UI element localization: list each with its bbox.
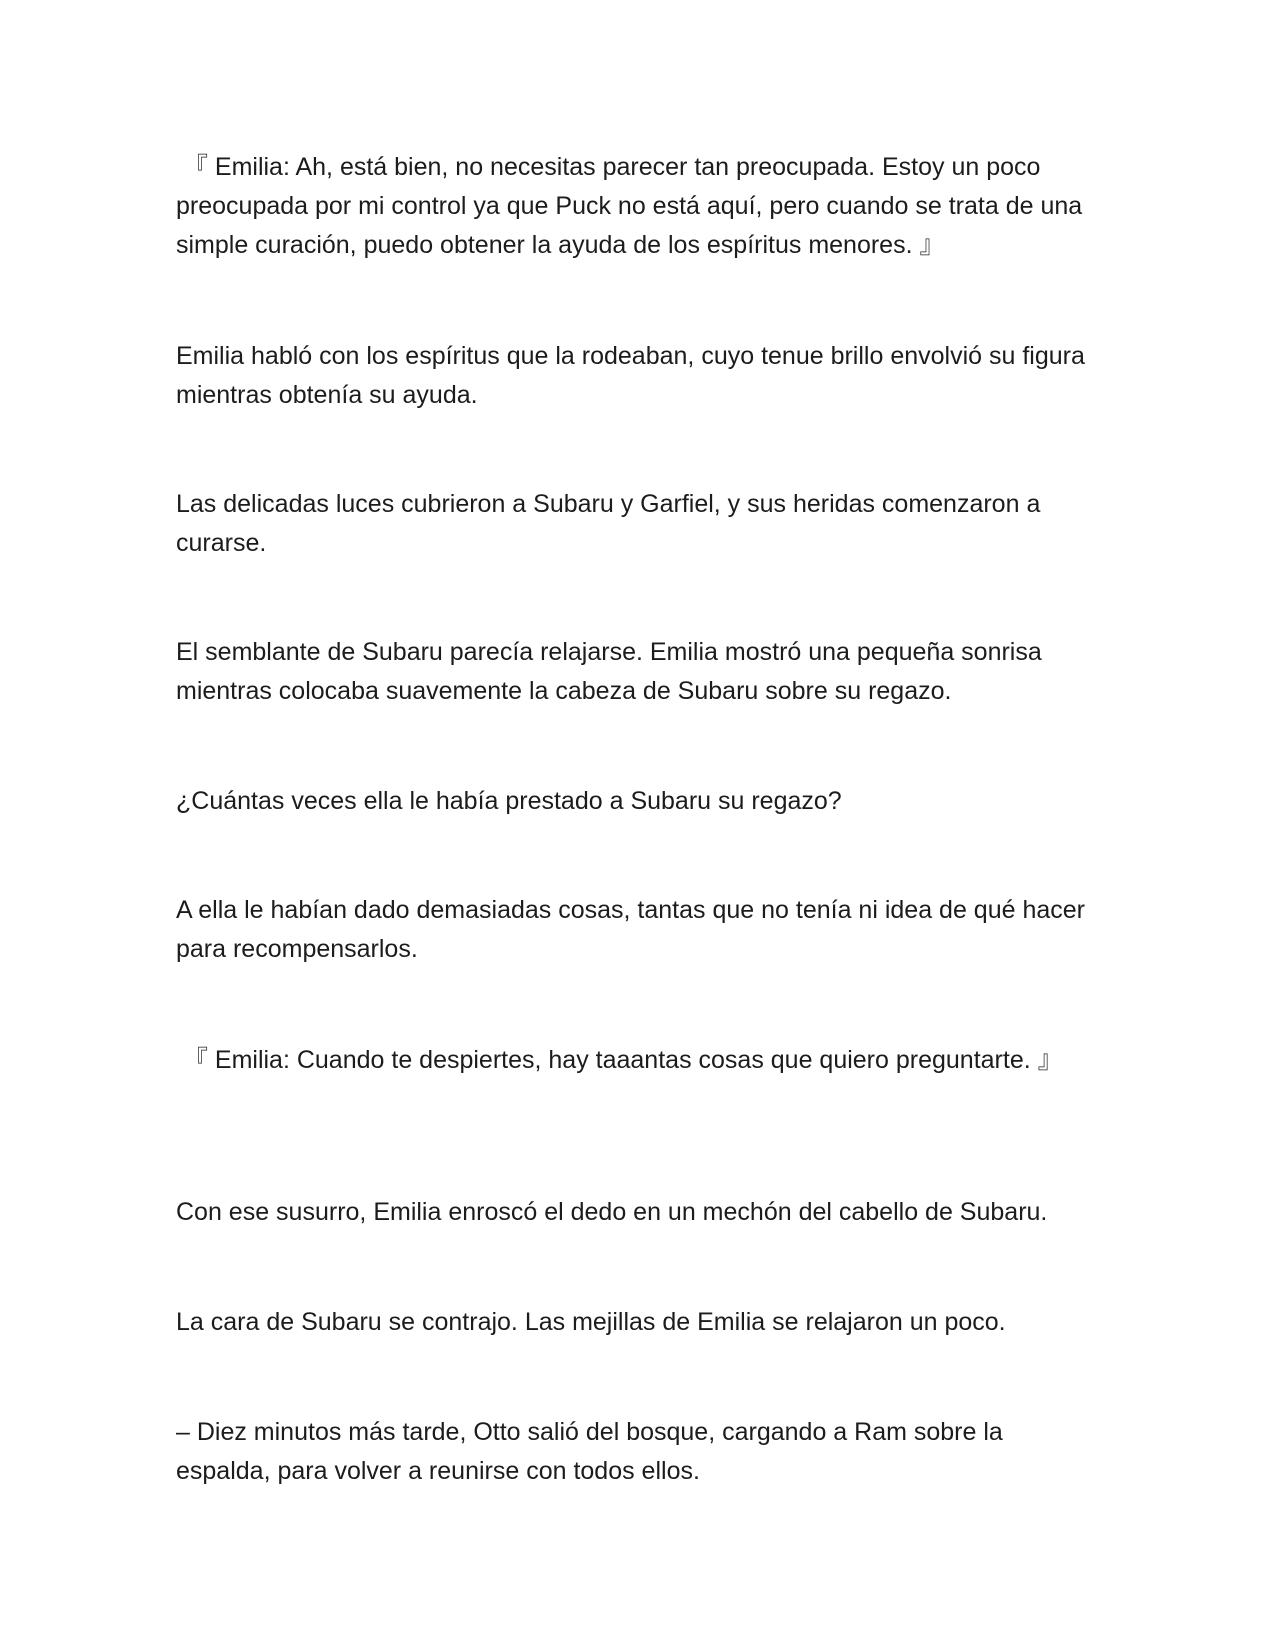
- paragraph-emilia-healing-dialogue: 『 Emilia: Ah, está bien, no necesitas parecer tan preocupada. Estoy un poco preocupada por mi control ya que Puck no está aquí, pero cuando se trata de una simple curación, puedo obtener la ayuda de los espíritus menores. 』: [176, 153, 1083, 259]
- paragraph-face-contracted: La cara de Subaru se contrajo. Las mejillas de Emilia se relajaron un poco.: [176, 1308, 1006, 1336]
- paragraph-emilia-wake-dialogue: 『 Emilia: Cuando te despiertes, hay taaantas cosas que quiero preguntarte. 』: [176, 1046, 1063, 1074]
- paragraph-wounds-healing: Las delicadas luces cubrieron a Subaru y Garfiel, y sus heridas comenzaron a curarse.: [176, 490, 1041, 557]
- paragraph-otto-returns: – Diez minutos más tarde, Otto salió del bosque, cargando a Ram sobre la espalda, para volver a reunirse con todos ellos.: [176, 1418, 1003, 1485]
- paragraph-spirits-glow: Emilia habló con los espíritus que la rodeaban, cuyo tenue brillo envolvió su figura mientras obtenía su ayuda.: [176, 342, 1085, 409]
- paragraph-whisper: Con ese susurro, Emilia enroscó el dedo en un mechón del cabello de Subaru.: [176, 1198, 1048, 1226]
- paragraph-subaru-lap: El semblante de Subaru parecía relajarse. Emilia mostró una pequeña sonrisa mientras colocaba suavemente la cabeza de Subaru sobre su regazo.: [176, 638, 1042, 705]
- paragraph-many-things: A ella le habían dado demasiadas cosas, tantas que no tenía ni idea de qué hacer para recompensarlos.: [176, 896, 1085, 963]
- paragraph-question: ¿Cuántas veces ella le había prestado a Subaru su regazo?: [176, 787, 842, 815]
